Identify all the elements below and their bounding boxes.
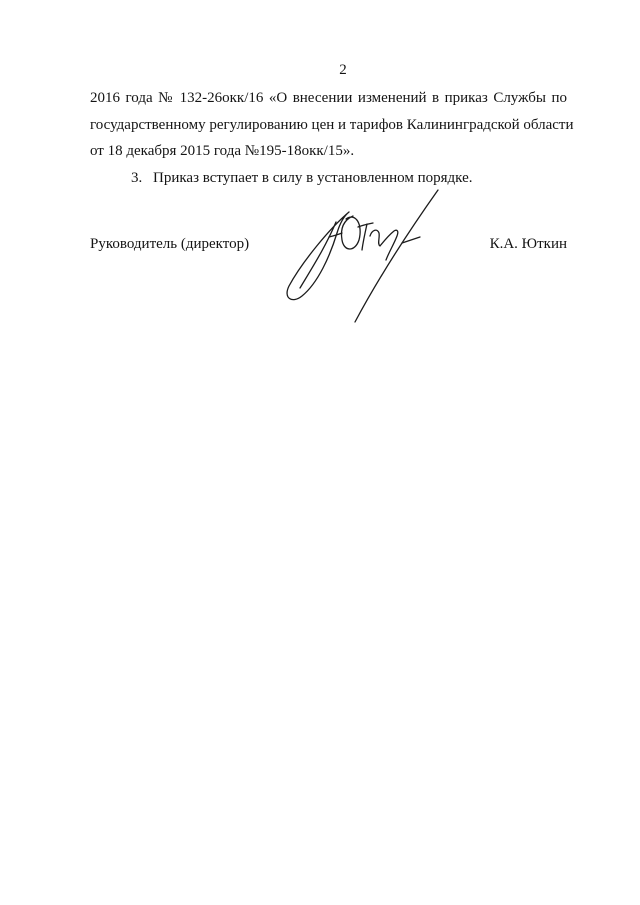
list-item-number: 3. [131, 170, 143, 187]
signature-o-stroke [341, 216, 360, 249]
page-number: 2 [339, 62, 347, 78]
signature-diagonal-stroke [355, 190, 438, 322]
paragraph-line: государственному регулированию цен и тарифов Калининградской области [90, 116, 574, 133]
handwritten-signature [270, 180, 455, 330]
paragraph-line: от 18 декабря 2015 года №195-18окк/15». [90, 143, 355, 160]
document-body [90, 85, 574, 192]
signatory-position: Руководитель (директор) [90, 236, 250, 252]
list-item-text: Приказ вступает в силу в установленном порядке. [153, 170, 473, 187]
paragraph-line: 2016 года № 132-26окк/16 «О внесении изменений в приказ Службы по [90, 90, 567, 106]
signatory-name: К.А. Юткин [489, 236, 567, 252]
signature-loop-stroke [287, 212, 349, 300]
